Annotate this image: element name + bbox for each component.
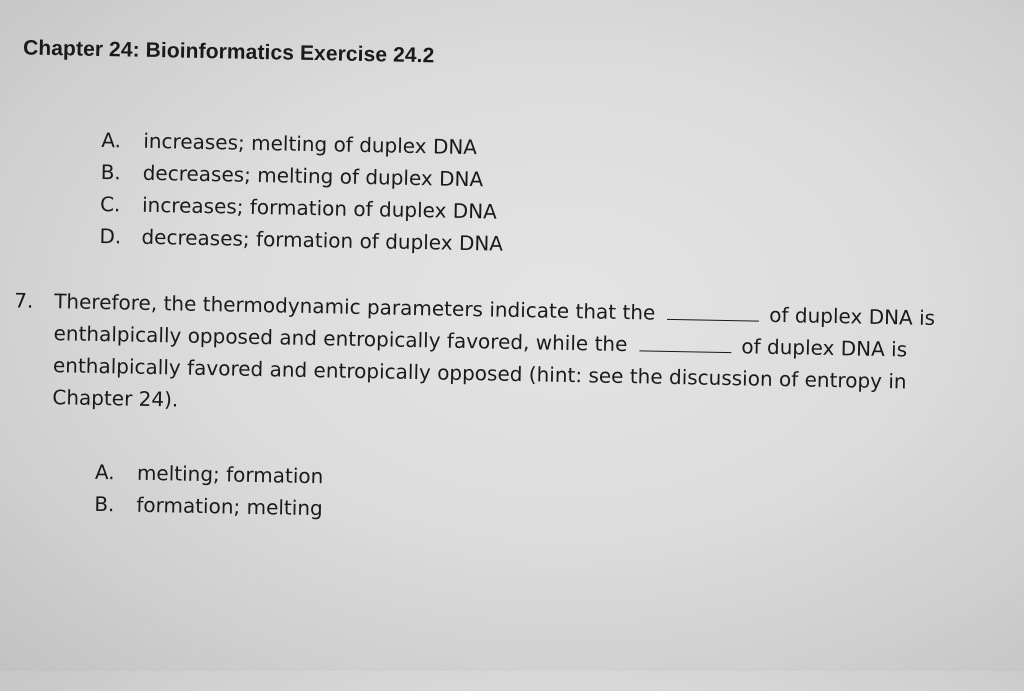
page-title: Chapter 24: Bioinformatics Exercise 24.2 (22, 36, 435, 68)
answer-blank-1 (667, 299, 759, 322)
question-7-options (94, 456, 324, 524)
option-text: increases; melting of duplex DNA (143, 128, 478, 160)
answer-blank-2 (639, 330, 731, 353)
question-text-part-2: of duplex DNA is enthalpically opposed and entropically favored, while the (53, 302, 936, 357)
option-text: decreases; melting of duplex DNA (142, 160, 484, 192)
option-letter: B. (100, 159, 122, 185)
option-d (99, 220, 503, 260)
question-7 (12, 284, 944, 430)
question-number: 7. (14, 288, 34, 313)
question-text-part-1: Therefore, the thermodynamic parameters indicate that the (53, 289, 656, 325)
option-text: increases; formation of duplex DNA (141, 192, 498, 224)
option-b (94, 488, 323, 524)
option-text: formation; melting (136, 492, 323, 521)
option-a (95, 456, 324, 492)
option-letter: C. (99, 191, 121, 217)
option-letter: A. (101, 127, 122, 153)
option-text: decreases; formation of duplex DNA (141, 224, 504, 256)
option-letter: A. (94, 459, 115, 485)
option-letter: D. (99, 223, 122, 249)
option-text: melting; formation (136, 460, 324, 489)
question-text-part-3: of duplex DNA is enthalpically favored and entropically opposed (hint: see the discussion of entropy in Chapter 24). (52, 334, 908, 412)
previous-question-options (99, 124, 505, 260)
question-text (52, 285, 944, 430)
option-letter: B. (94, 491, 115, 517)
